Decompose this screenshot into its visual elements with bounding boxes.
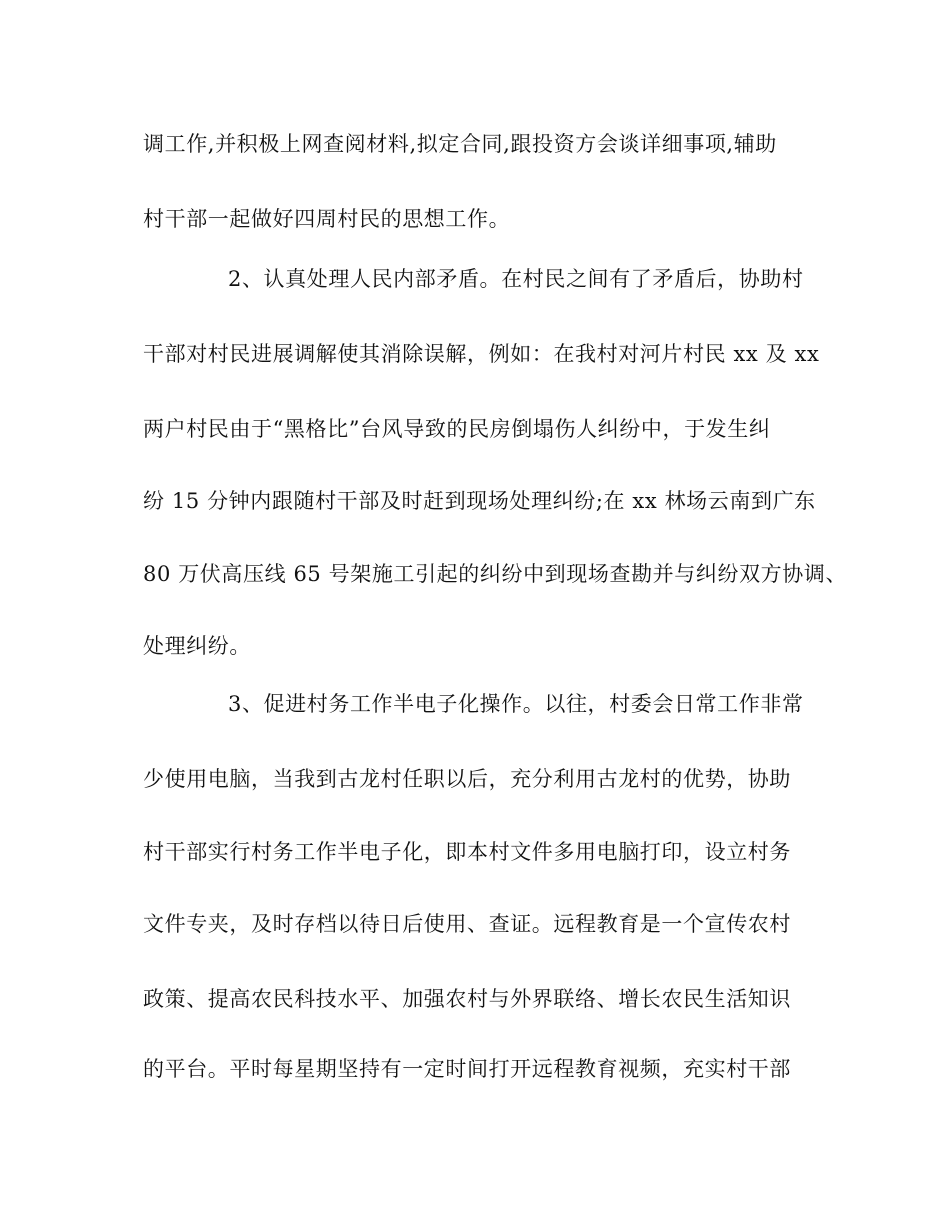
text-line-9: 3、促进村务工作半电子化操作。以往，村委会日常工作非常 [228, 692, 804, 716]
text-line-4: 干部对村民进展调解使其消除误解，例如：在我村对河片村民 xx 及 xx [143, 342, 820, 366]
text-line-3: 2、认真处理人民内部矛盾。在村民之间有了矛盾后，协助村 [228, 267, 804, 291]
text-line-2: 村干部一起做好四周村民的思想工作。 [143, 207, 511, 231]
text-line-13: 政策、提高农民科技水平、加强农村与外界联络、增长农民生活知识 [143, 987, 791, 1011]
text-line-8: 处理纠纷。 [143, 634, 251, 658]
text-line-6: 纷 15 分钟内跟随村干部及时赶到现场处理纠纷;在 xx 林场云南到广东 [143, 489, 816, 513]
text-line-5: 两户村民由于“黑格比”台风导致的民房倒塌伤人纠纷中，于发生纠 [143, 417, 771, 441]
text-line-12: 文件专夹，及时存档以待日后使用、查证。远程教育是一个宣传农村 [143, 912, 791, 936]
text-line-1: 调工作,并积极上网查阅材料,拟定合同,跟投资方会谈详细事项,辅助 [143, 132, 777, 156]
text-line-7: 80 万伏高压线 65 号架施工引起的纠纷中到现场查勘并与纠纷双方协调、 [143, 562, 848, 586]
text-line-10: 少使用电脑，当我到古龙村任职以后，充分利用古龙村的优势，协助 [143, 767, 791, 791]
text-line-11: 村干部实行村务工作半电子化，即本村文件多用电脑打印，设立村务 [143, 840, 791, 864]
text-line-14: 的平台。平时每星期坚持有一定时间打开远程教育视频，充实村干部 [143, 1057, 791, 1081]
